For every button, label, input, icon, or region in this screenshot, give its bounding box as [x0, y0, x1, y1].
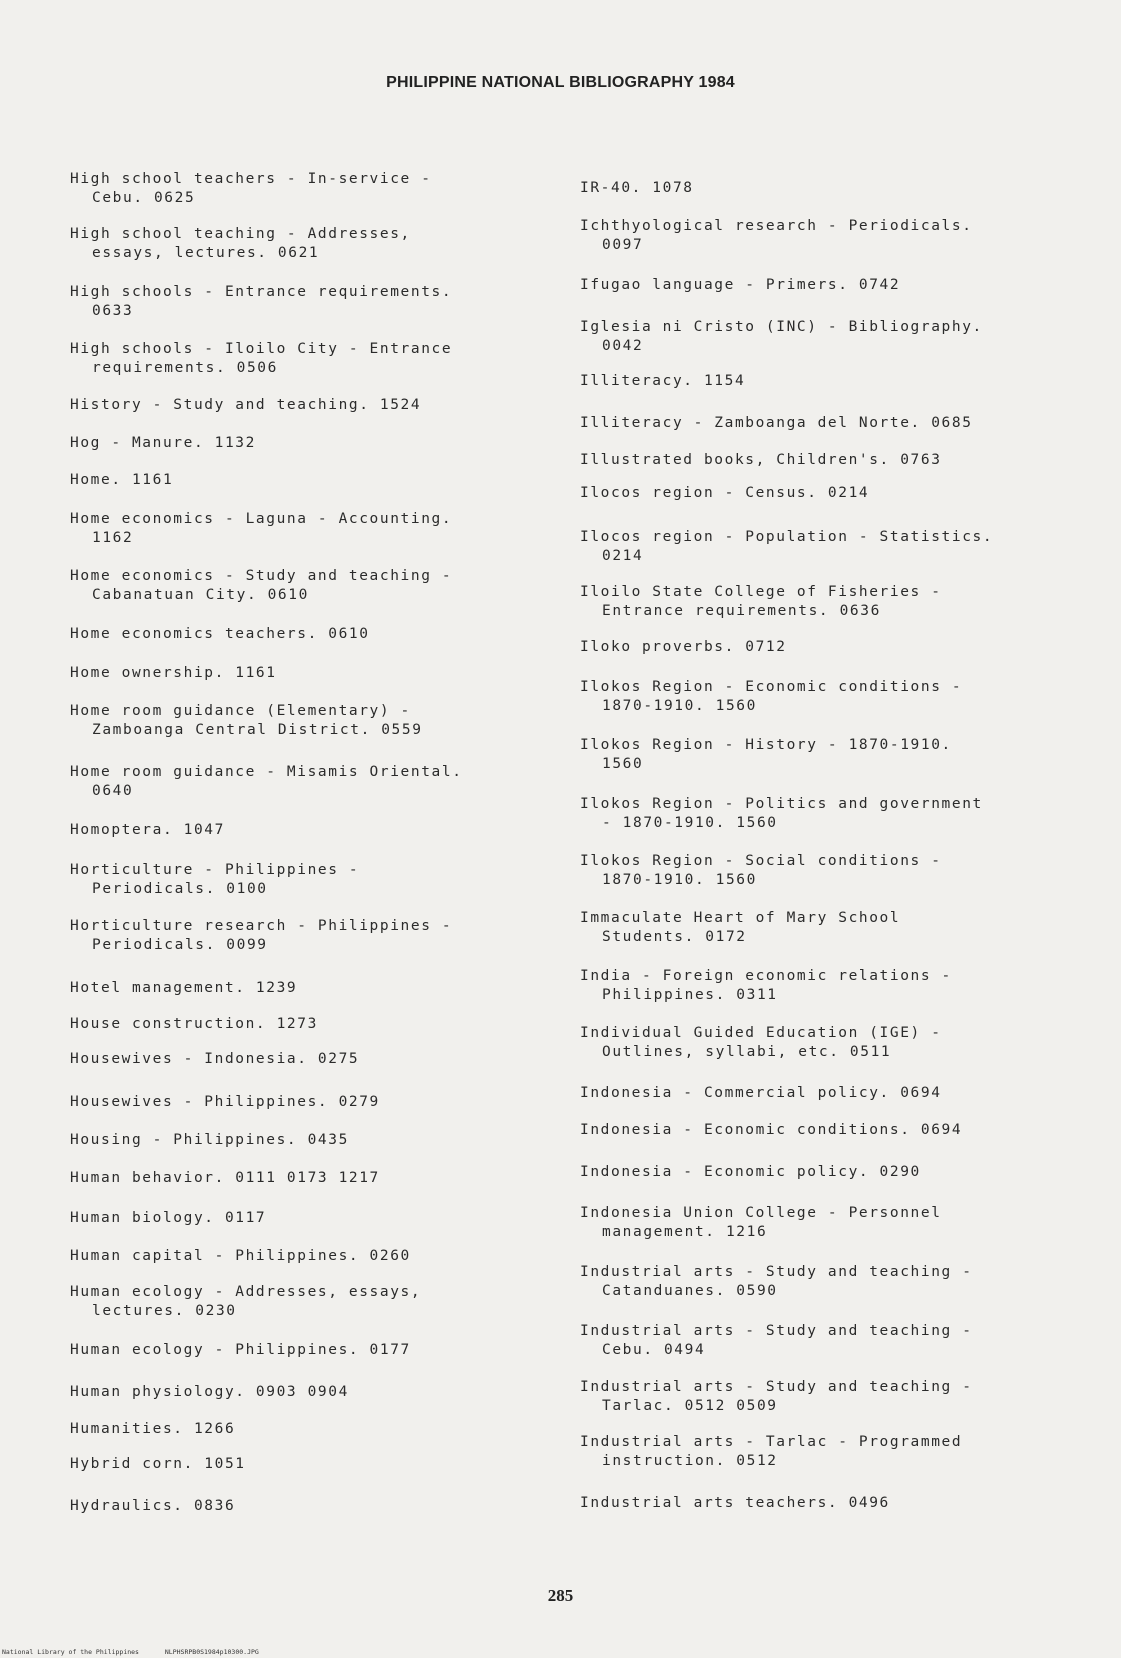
index-entry: Ilokos Region - Politics and government - 1870-1910. 1560 — [580, 796, 983, 831]
index-entry: Ilokos Region - History - 1870-1910. 1560 — [580, 737, 952, 772]
index-entry: Iloilo State College of Fisheries - Entrance requirements. 0636 — [580, 584, 942, 619]
index-entry: Industrial arts - Study and teaching - Tarlac. 0512 0509 — [580, 1379, 973, 1414]
index-entry: Home ownership. 1161 — [70, 665, 277, 681]
index-entry: Humanities. 1266 — [70, 1421, 236, 1437]
index-entry: High school teaching - Addresses, essays, lectures. 0621 — [70, 226, 411, 261]
index-entry: Illiteracy. 1154 — [580, 373, 746, 389]
page-number: 285 — [547, 1586, 574, 1605]
index-entry: Hydraulics. 0836 — [70, 1498, 236, 1514]
index-entry: Housing - Philippines. 0435 — [70, 1132, 349, 1148]
index-entry: Human biology. 0117 — [70, 1210, 267, 1226]
index-entry: Indonesia - Commercial policy. 0694 — [580, 1085, 942, 1101]
index-entry: Indonesia - Economic conditions. 0694 — [580, 1122, 963, 1138]
index-entry: Iloko proverbs. 0712 — [580, 639, 787, 655]
index-entry: Illustrated books, Children's. 0763 — [580, 452, 942, 468]
index-entry: Homoptera. 1047 — [70, 822, 225, 838]
index-entry: Ichthyological research - Periodicals. 0097 — [580, 218, 973, 253]
index-entry: Home. 1161 — [70, 472, 174, 488]
index-entry: Housewives - Philippines. 0279 — [70, 1094, 380, 1110]
index-entry: House construction. 1273 — [70, 1016, 318, 1032]
index-entry: Horticulture research - Philippines - Periodicals. 0099 — [70, 918, 453, 953]
index-entry: High schools - Entrance requirements. 0633 — [70, 284, 453, 319]
index-entry: Human ecology - Addresses, essays, lectures. 0230 — [70, 1284, 422, 1319]
index-entry: Housewives - Indonesia. 0275 — [70, 1051, 360, 1067]
index-entry: Hotel management. 1239 — [70, 980, 298, 996]
index-entry: Ilokos Region - Social conditions - 1870-1910. 1560 — [580, 853, 942, 888]
index-entry: Indonesia - Economic policy. 0290 — [580, 1164, 921, 1180]
page-title: PHILIPPINE NATIONAL BIBLIOGRAPHY 1984 — [386, 74, 735, 91]
index-entry: Illiteracy - Zamboanga del Norte. 0685 — [580, 415, 973, 431]
index-entry: Industrial arts - Study and teaching - Cebu. 0494 — [580, 1323, 973, 1358]
index-entry: Home room guidance (Elementary) - Zamboanga Central District. 0559 — [70, 703, 423, 738]
scan-footer — [2, 1648, 281, 1656]
index-entry: High schools - Iloilo City - Entrance requirements. 0506 — [70, 341, 453, 376]
index-entry: Industrial arts - Tarlac - Programmed instruction. 0512 — [580, 1434, 963, 1469]
index-entry: Hybrid corn. 1051 — [70, 1456, 246, 1472]
index-entry: Home economics - Study and teaching - Cabanatuan City. 0610 — [70, 568, 453, 603]
index-entry: Home economics teachers. 0610 — [70, 626, 370, 642]
index-entry: Home economics - Laguna - Accounting. 1162 — [70, 511, 453, 546]
index-entry: Individual Guided Education (IGE) - Outlines, syllabi, etc. 0511 — [580, 1025, 942, 1060]
index-entry: Indonesia Union College - Personnel management. 1216 — [580, 1205, 942, 1240]
index-entry: History - Study and teaching. 1524 — [70, 397, 422, 413]
index-entry: Human ecology - Philippines. 0177 — [70, 1342, 411, 1358]
index-entry: Ilokos Region - Economic conditions - 1870-1910. 1560 — [580, 679, 963, 714]
file-identifier: NLPHSRPB0S1984p10300.JPG — [164, 1648, 259, 1656]
index-entry: Human behavior. 0111 0173 1217 — [70, 1170, 380, 1186]
index-entry: Human physiology. 0903 0904 — [70, 1384, 349, 1400]
index-entry: Hog - Manure. 1132 — [70, 435, 256, 451]
index-entry: Human capital - Philippines. 0260 — [70, 1248, 411, 1264]
index-entry: Horticulture - Philippines - Periodicals. 0100 — [70, 862, 360, 897]
index-entry: Ilocos region - Census. 0214 — [580, 485, 870, 501]
index-entry: Ifugao language - Primers. 0742 — [580, 277, 901, 293]
index-entry: Iglesia ni Cristo (INC) - Bibliography. 0042 — [580, 319, 983, 354]
index-entry: India - Foreign economic relations - Philippines. 0311 — [580, 968, 952, 1003]
index-entry: Ilocos region - Population - Statistics. 0214 — [580, 529, 994, 564]
index-entry: Industrial arts teachers. 0496 — [580, 1495, 890, 1511]
index-entry: Industrial arts - Study and teaching - Catanduanes. 0590 — [580, 1264, 973, 1299]
index-entry: Home room guidance - Misamis Oriental. 0640 — [70, 764, 463, 799]
index-entry: IR-40. 1078 — [580, 180, 694, 196]
library-credit: National Library of the Philippines — [2, 1648, 139, 1656]
index-entry: High school teachers - In-service - Cebu. 0625 — [70, 171, 432, 206]
index-entry: Immaculate Heart of Mary School Students. 0172 — [580, 910, 901, 945]
